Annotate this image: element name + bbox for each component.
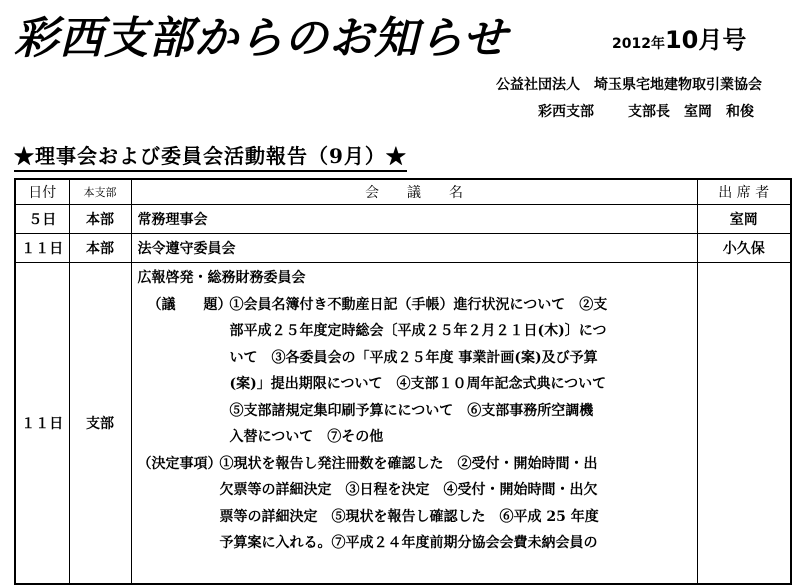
agenda-block (138, 292, 691, 451)
chief-name: 室岡 和俊 (684, 104, 754, 120)
issue-month: 10月号 (664, 26, 747, 54)
table-row (15, 205, 791, 234)
organization-name: 公益社団法人 埼玉県宅地建物取引業協会 (496, 77, 762, 93)
section-title: ★理事会および委員会活動報告（9月）★ (14, 140, 407, 172)
cell-date: １１日 (15, 263, 69, 585)
cell-date: １１日 (15, 234, 69, 263)
cell-branch: 本部 (69, 234, 131, 263)
activity-table (14, 178, 792, 585)
decision-line: ①現状を報告し発注冊数を確認した ②受付・開始時間・出 (219, 455, 598, 472)
decision-line: 予算案に入れる。⑦平成２４年度前期分協会会費未納会員の (219, 535, 598, 551)
cell-date: ５日 (15, 205, 69, 234)
branch-chief-line (538, 101, 754, 121)
header-attendee: 出 席 者 (697, 179, 791, 205)
chief-role: 支部長 (628, 104, 670, 120)
agenda-label: （議 題） (147, 296, 232, 313)
decision-text (220, 451, 691, 557)
cell-attendee (697, 263, 791, 585)
header-meeting: 会 議 名 (131, 179, 697, 205)
decision-line: 票等の詳細決定 ⑤現状を報告し確認した ⑥平成 25 年度 (219, 508, 599, 525)
agenda-line: 部平成２５年度定時総会〔平成２５年２月２１日(木)〕につ (229, 323, 607, 339)
table-row (15, 234, 791, 263)
cell-attendee: 室岡 (697, 205, 791, 234)
cell-branch: 本部 (69, 205, 131, 234)
agenda-line: (案)」提出期限について ④支部１０周年記念式典について (229, 376, 607, 392)
cell-branch: 支部 (69, 263, 131, 585)
cell-meeting-detail (131, 263, 697, 585)
page-title: 彩西支部からのお知らせ (14, 13, 508, 64)
issue-year: 2012年 (612, 36, 665, 52)
branch-name: 彩西支部 (538, 104, 594, 120)
agenda-text (230, 292, 691, 451)
decision-block (138, 451, 691, 557)
committee-name: 広報啓発・総務財務委員会 (137, 270, 306, 286)
cell-meeting: 法令遵守委員会 (131, 234, 697, 263)
agenda-line: ⑤支部諸規定集印刷予算にについて ⑥支部事務所空調機 (229, 402, 594, 419)
issue-label (612, 20, 746, 55)
decision-line: 欠票等の詳細決定 ③日程を決定 ④受付・開始時間・出欠 (219, 482, 598, 498)
cell-meeting: 常務理事会 (131, 205, 697, 234)
cell-attendee: 小久保 (697, 234, 791, 263)
table-header-row (15, 179, 791, 205)
agenda-line: いて ③各委員会の「平成２５年度 事業計画(案)及び予算 (229, 349, 598, 366)
header-branch: 本支部 (69, 179, 131, 205)
agenda-line: 入替について ⑦その他 (229, 429, 384, 445)
decision-label: （決定事項） (137, 455, 222, 472)
table-row-committee (15, 263, 791, 585)
agenda-line: ①会員名簿付き不動産日記（手帳）進行状況について ②支 (229, 296, 608, 313)
header-date: 日付 (15, 179, 69, 205)
